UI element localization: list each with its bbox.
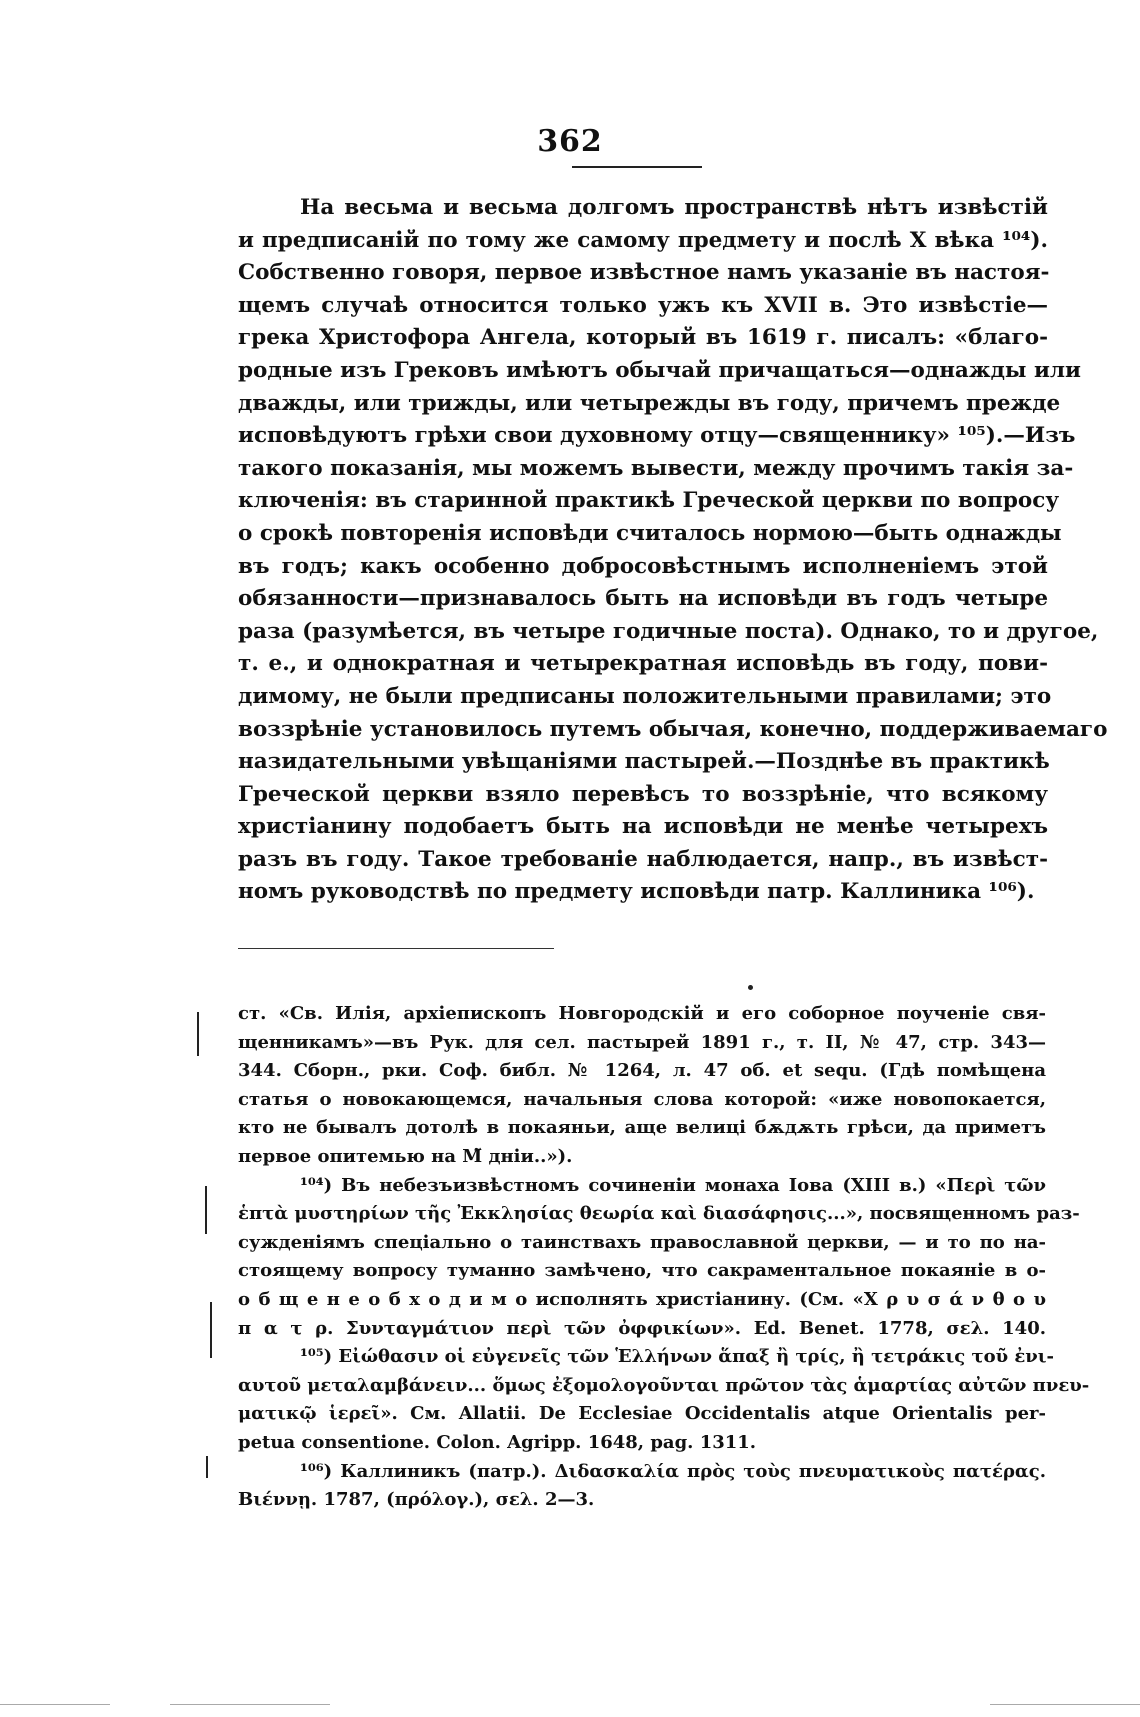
- margin-mark: [206, 1456, 208, 1478]
- footnote-line: кто не бывалъ дотолѣ в покаяньи, аще велиці бѫдѫть грѣси, да приметъ: [238, 1117, 1046, 1139]
- main-text-line: На весьма и весьма долгомъ пространствѣ нѣтъ извѣстій: [300, 195, 1048, 220]
- footnote-line: сужденіямъ спеціально о таинствахъ православной церкви, — и то по на-: [238, 1231, 1046, 1253]
- footnote-line: щенникамъ»—въ Рук. для сел. пастырей 1891 г., т. II, № 47, стр. 343—: [238, 1031, 1046, 1053]
- main-text-line: Собственно говоря, первое извѣстное намъ указаніе въ настоя-: [238, 260, 1050, 286]
- footnote-line: ст. «Св. Илія, архіепископъ Новгородскій и его соборное поученіе свя-: [238, 1003, 1046, 1024]
- main-text-line: назидательными увѣщаніями пастырей.—Позднѣе въ практикѣ: [238, 749, 1050, 775]
- main-text-line: раза (разумѣется, въ четыре годичные поста). Однако, то и другое,: [238, 618, 1099, 644]
- main-text-line: въ годъ; какъ особенно добросовѣстнымъ исполненіемъ этой: [238, 553, 1048, 579]
- footnote-line: ματικῷ ἱερεῖ». См. Allatii. De Ecclesiae Occidentalis atque Orientalis per-: [238, 1403, 1046, 1425]
- ink-dot: [748, 985, 753, 990]
- footnote-line: первое опитемью на М̃ днiи..»).: [238, 1145, 573, 1167]
- footnotes: [238, 1000, 1090, 1515]
- main-text-line: о срокѣ повторенія исповѣди считалось нормою—быть однажды: [238, 520, 1062, 546]
- bottom-edge-line: [990, 1704, 1140, 1705]
- main-text-line: щемъ случаѣ относится только ужъ къ XVII в. Это извѣстіе—: [238, 292, 1048, 318]
- main-text-line: христіанину подобаетъ быть на исповѣди не менѣе четырехъ: [238, 814, 1048, 840]
- footnote-line: 344. Сборн., рки. Соф. библ. № 1264, л. 47 об. et sequ. (Гдѣ помѣщена: [238, 1060, 1046, 1082]
- main-text-line: обязанности—признавалось быть на исповѣди въ годъ четыре: [238, 586, 1048, 612]
- footnote-line: Βιέννῃ. 1787, (πρόλογ.), σελ. 2—3.: [238, 1489, 595, 1511]
- footnote-line: ¹⁰⁵) Εἰώθασιν οἱ εὐγενεῖς τῶν Ἑλλήνων ἅπαξ ἢ τρίς, ἢ τετράκις τοῦ ἐνι-: [300, 1346, 1054, 1368]
- main-text-line: номъ руководствѣ по предмету исповѣди патр. Каллиника ¹⁰⁶).: [238, 879, 1035, 905]
- footnote-separator: [238, 948, 554, 949]
- main-text-line: воззрѣніе установилось путемъ обычая, конечно, поддерживаемаго: [238, 716, 1108, 742]
- main-text-line: т. е., и однократная и четырекратная исповѣдь въ году, пови-: [238, 651, 1048, 677]
- main-text-line: разъ въ году. Такое требованіе наблюдается, напр., въ извѣст-: [238, 846, 1048, 872]
- main-text-line: ключенія: въ старинной практикѣ Греческой церкви по вопросу: [238, 488, 1060, 514]
- footnote-line: ἑπτὰ μυστηρίων τῆς Ἐκκλησίας θεωρία καὶ διασάφησις...», посвященномъ раз-: [238, 1203, 1080, 1225]
- footnote-line: о б щ е н е о б х о д и м о исполнять христіанину. (См. «Χ ρ υ σ ά ν θ ο υ: [238, 1288, 1046, 1310]
- main-text-line: такого показанія, мы можемъ вывести, между прочимъ такія за-: [238, 455, 1074, 481]
- main-text-line: димому, не были предписаны положительными правилами; это: [238, 683, 1052, 709]
- main-text-line: дважды, или трижды, или четырежды въ году, причемъ прежде: [238, 390, 1061, 416]
- main-text-line: исповѣдуютъ грѣхи свои духовному отцу—священнику» ¹⁰⁵).—Изъ: [238, 423, 1076, 449]
- footnote-line: π α τ ρ. Συνταγμάτιον περὶ τῶν ὀφφικίων». Ed. Benet. 1778, σελ. 140.: [238, 1317, 1046, 1339]
- margin-mark: [205, 1186, 207, 1234]
- main-text-line: и предписаній по тому же самому предмету и послѣ X вѣка ¹⁰⁴).: [238, 227, 1048, 253]
- footnote-line: стоящему вопросу туманно замѣчено, что сакраментальное покаяніе в о-: [238, 1260, 1046, 1282]
- main-text-line: родные изъ Грековъ имѣютъ обычай причащаться—однажды или: [238, 357, 1081, 383]
- bottom-edge-line: [0, 1704, 110, 1705]
- footnote-line: ¹⁰⁴) Въ небезъизвѣстномъ сочиненіи монаха Іова (XIII в.) «Περὶ τῶν: [300, 1174, 1046, 1196]
- footnote-line: petua consentione. Colon. Agripp. 1648, pag. 1311.: [238, 1431, 757, 1453]
- bottom-edge-line: [170, 1704, 330, 1705]
- page-number: 362: [537, 124, 603, 159]
- main-text: [238, 192, 1108, 909]
- main-text-line: грека Христофора Ангела, который въ 1619 г. писалъ: «благо-: [238, 325, 1048, 351]
- margin-mark: [197, 1012, 199, 1056]
- main-text-line: Греческой церкви взяло перевѣсъ то воззрѣніе, что всякому: [238, 781, 1048, 807]
- footnote-line: αυτοῦ μεταλαμβάνειν... ὅμως ἐξομολογοῦνται πρῶτον τὰς ἁμαρτίας αὐτῶν πνευ-: [238, 1374, 1090, 1396]
- footnote-line: статья о новокающемся, начальныя слова которой: «иже новопокается,: [238, 1088, 1046, 1110]
- page-number-underline: [572, 166, 702, 168]
- margin-mark: [210, 1302, 212, 1358]
- footnote-line: ¹⁰⁶) Каллиникъ (патр.). Διδασκαλία πρὸς τοὺς πνευματικοὺς πατέρας.: [300, 1460, 1046, 1482]
